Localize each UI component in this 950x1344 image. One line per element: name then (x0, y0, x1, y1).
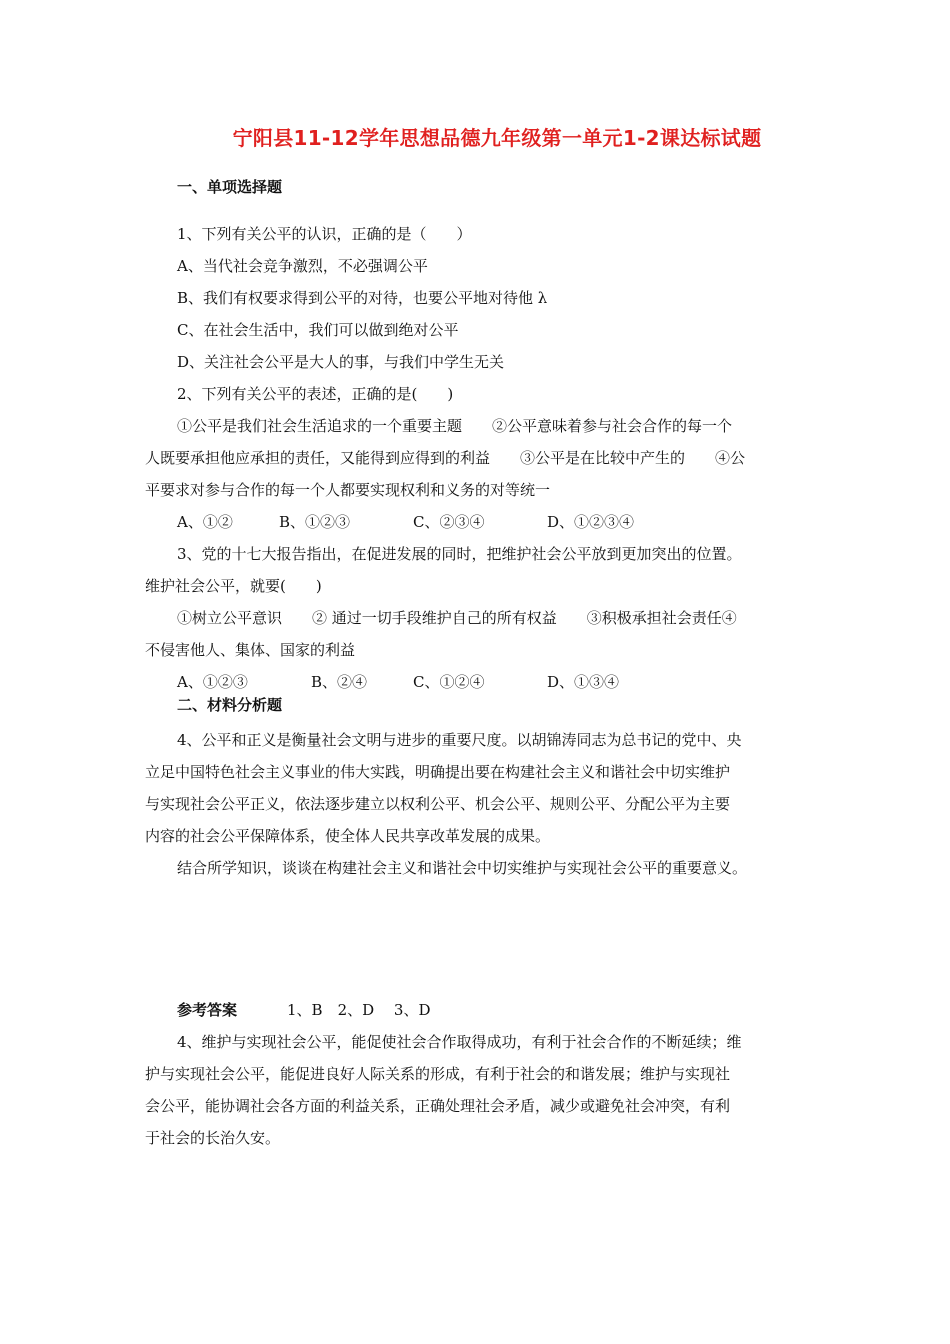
q2-options (177, 512, 634, 532)
q3-option-a: A、①②③ (177, 673, 248, 691)
q2-statement-line: ①公平是我们社会生活追求的一个重要主题 ②公平意味着参与社会合作的每一个 (177, 417, 733, 435)
q3-option-c: C、①②④ (413, 673, 485, 691)
answer-key-label: 参考答案 (177, 1001, 238, 1019)
q4-material-line: 与实现社会公平正义，依法逐步建立以权利公平、机会公平、规则公平、分配公平为主要 (145, 795, 731, 813)
q1-option-d: D、关注社会公平是大人的事，与我们中学生无关 (177, 353, 505, 371)
q2-option-a: A、①② (177, 513, 233, 531)
answer-q4-line: 会公平，能协调社会各方面的利益关系，正确处理社会矛盾，减少或避免社会冲突，有利 (145, 1097, 731, 1115)
q2-stem: 2、下列有关公平的表述，正确的是( ) (177, 385, 454, 403)
q2-statement-line: 平要求对参与合作的每一个人都要实现权利和义务的对等统一 (145, 481, 551, 499)
q2-option-b: B、①②③ (279, 513, 351, 531)
q1-option-c: C、在社会生活中，我们可以做到绝对公平 (177, 321, 459, 339)
q4-material-line: 立足中国特色社会主义事业的伟大实践，明确提出要在构建社会主义和谐社会中切实维护 (145, 763, 731, 781)
q4-material-line: 内容的社会公平保障体系，使全体人民共享改革发展的成果。 (145, 827, 551, 845)
answer-q4-line: 于社会的长治久安。 (145, 1129, 281, 1147)
q4-material-line: 4、公平和正义是衡量社会文明与进步的重要尺度。以胡锦涛同志为总书记的党中、央 (177, 731, 742, 749)
q3-option-d: D、①③④ (547, 673, 620, 691)
q1-option-a: A、当代社会竞争激烈，不必强调公平 (177, 257, 428, 275)
q3-stem: 3、党的十七大报告指出，在促进发展的同时，把维护社会公平放到更加突出的位置。 (177, 545, 742, 563)
section-heading-material-analysis: 二、材料分析题 (177, 696, 283, 714)
answer-key-choices: 1、B 2、D 3、D (287, 1001, 431, 1019)
answer-key-row (177, 1000, 430, 1020)
q2-option-c: C、②③④ (413, 513, 485, 531)
document-title: 宁阳县11-12学年思想品德九年级第一单元1-2课达标试题 (232, 126, 762, 150)
q2-option-d: D、①②③④ (547, 513, 635, 531)
q3-options (177, 672, 619, 692)
q1-stem: 1、下列有关公平的认识，正确的是（ ） (177, 225, 472, 243)
q3-option-b: B、②④ (311, 673, 368, 691)
answer-q4-line: 护与实现社会公平，能促进良好人际关系的形成，有利于社会的和谐发展；维护与实现社 (145, 1065, 731, 1083)
answer-q4-line: 4、维护与实现社会公平，能促使社会合作取得成功，有利于社会合作的不断延续；维 (177, 1033, 742, 1051)
q3-stem-continued: 维护社会公平，就要( ) (145, 577, 322, 595)
q1-option-b: B、我们有权要求得到公平的对待，也要公平地对待他 λ (177, 289, 548, 307)
section-heading-single-choice: 一、单项选择题 (177, 178, 283, 196)
q3-statement-line: ①树立公平意识 ② 通过一切手段维护自己的所有权益 ③积极承担社会责任④ (177, 609, 737, 627)
q2-statement-line: 人既要承担他应承担的责任，又能得到应得到的利益 ③公平是在比较中产生的 ④公 (145, 449, 746, 467)
q3-statement-line: 不侵害他人、集体、国家的利益 (145, 641, 356, 659)
q4-question: 结合所学知识，谈谈在构建社会主义和谐社会中切实维护与实现社会公平的重要意义。 (177, 859, 748, 877)
